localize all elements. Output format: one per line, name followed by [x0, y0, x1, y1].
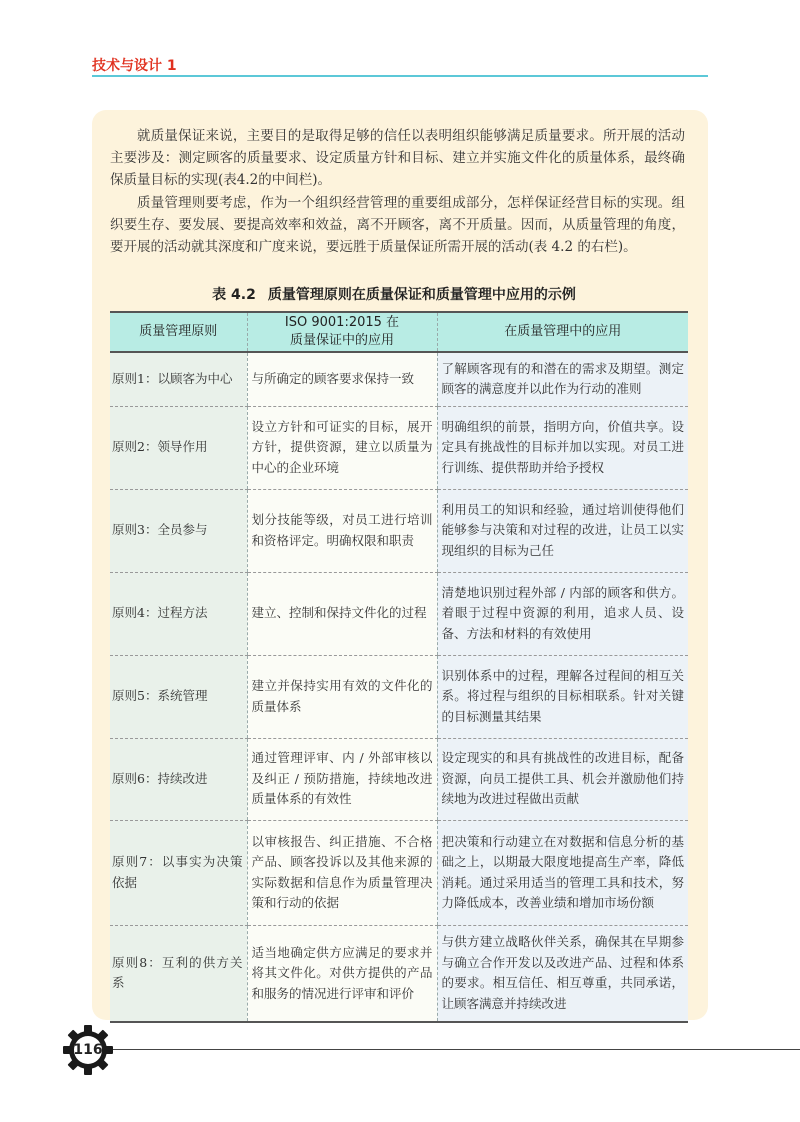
assurance-cell: 通过管理评审、内 / 外部审核以及纠正 / 预防措施，持续地改进质量体系的有效性 [247, 738, 437, 820]
assurance-cell: 建立并保持实用有效的文件化的质量体系 [247, 655, 437, 738]
principle-cell: 原则7：以事实为决策依据 [110, 820, 247, 925]
table-caption [110, 284, 690, 304]
management-cell: 了解顾客现有的和潜在的需求及期望。测定顾客的满意度并以此作为行动的准则 [437, 352, 688, 406]
footer-divider [112, 1049, 800, 1050]
header-divider [92, 75, 708, 77]
management-cell: 与供方建立战略伙伴关系，确保其在早期参与确立合作开发以及改进产品、过程和体系的要求。相互信任、相互尊重，共同承诺，让顾客满意并持续改进 [437, 925, 688, 1022]
management-cell: 明确组织的前景，指明方向，价值共享。设定具有挑战性的目标并加以实现。对员工进行训练、提供帮助并给予授权 [437, 406, 688, 489]
table-header-row [110, 312, 688, 352]
table-title: 质量管理原则在质量保证和质量管理中应用的示例 [267, 287, 576, 303]
paragraph-1: 就质量保证来说，主要目的是取得足够的信任以表明组织能够满足质量要求。所开展的活动主要涉及：测定顾客的质量要求、设定质量方针和目标、建立并实施文件化的质量体系，最终确保质量目标的实现(表4.2的中间栏)。 [110, 128, 685, 188]
principles-table [110, 311, 688, 1023]
principle-cell: 原则4：过程方法 [110, 572, 247, 655]
assurance-cell: 建立、控制和保持文件化的过程 [247, 572, 437, 655]
table-row [110, 352, 688, 406]
table-row [110, 925, 688, 1022]
management-cell: 识别体系中的过程，理解各过程间的相互关系。将过程与组织的目标相联系。针对关键的目标测量其结果 [437, 655, 688, 738]
page-number: 116 [73, 1042, 103, 1058]
header-principle: 质量管理原则 [110, 312, 247, 352]
management-cell: 利用员工的知识和经验，通过培训使得他们能够参与决策和对过程的改进，让员工以实现组织的目标为己任 [437, 489, 688, 572]
table-number: 表 4.2 [212, 287, 256, 303]
assurance-cell: 适当地确定供方应满足的要求并将其文件化。对供方提供的产品和服务的情况进行评审和评价 [247, 925, 437, 1022]
table-row [110, 489, 688, 572]
principle-cell: 原则2：领导作用 [110, 406, 247, 489]
header-iso-assurance: ISO 9001:2015 在 质量保证中的应用 [247, 312, 437, 352]
table-row [110, 820, 688, 925]
header-management: 在质量管理中的应用 [437, 312, 688, 352]
principle-cell: 原则1：以顾客为中心 [110, 352, 247, 406]
principle-cell: 原则3：全员参与 [110, 489, 247, 572]
assurance-cell: 设立方针和可证实的目标，展开方针，提供资源，建立以质量为中心的企业环境 [247, 406, 437, 489]
assurance-cell: 以审核报告、纠正措施、不合格产品、顾客投诉以及其他来源的实际数据和信息作为质量管理决策和行动的依据 [247, 820, 437, 925]
table-row [110, 572, 688, 655]
management-cell: 清楚地识别过程外部 / 内部的顾客和供方。着眼于过程中资源的利用，追求人员、设备、方法和材料的有效使用 [437, 572, 688, 655]
paragraph-2: 质量管理则要考虑，作为一个组织经营管理的重要组成部分，怎样保证经营目标的实现。组织要生存、要发展、要提高效率和效益，离不开顾客，离不开质量。因而，从质量管理的角度，要开展的活动就其深度和广度来说，要远胜于质量保证所需开展的活动(表 4.2 的右栏)。 [110, 195, 685, 255]
table-row [110, 406, 688, 489]
assurance-cell: 划分技能等级，对员工进行培训和资格评定。明确权限和职责 [247, 489, 437, 572]
assurance-cell: 与所确定的顾客要求保持一致 [247, 352, 437, 406]
principle-cell: 原则6：持续改进 [110, 738, 247, 820]
table-row [110, 738, 688, 820]
table-row [110, 655, 688, 738]
management-cell: 把决策和行动建立在对数据和信息分析的基础之上，以期最大限度地提高生产率，降低消耗。通过采用适当的管理工具和技术，努力降低成本，改善业绩和增加市场份额 [437, 820, 688, 925]
principle-cell: 原则8：互利的供方关系 [110, 925, 247, 1022]
management-cell: 设定现实的和具有挑战性的改进目标，配备资源，向员工提供工具、机会并激励他们持续地为改进过程做出贡献 [437, 738, 688, 820]
principle-cell: 原则5：系统管理 [110, 655, 247, 738]
header-title: 技术与设计 1 [92, 58, 177, 74]
